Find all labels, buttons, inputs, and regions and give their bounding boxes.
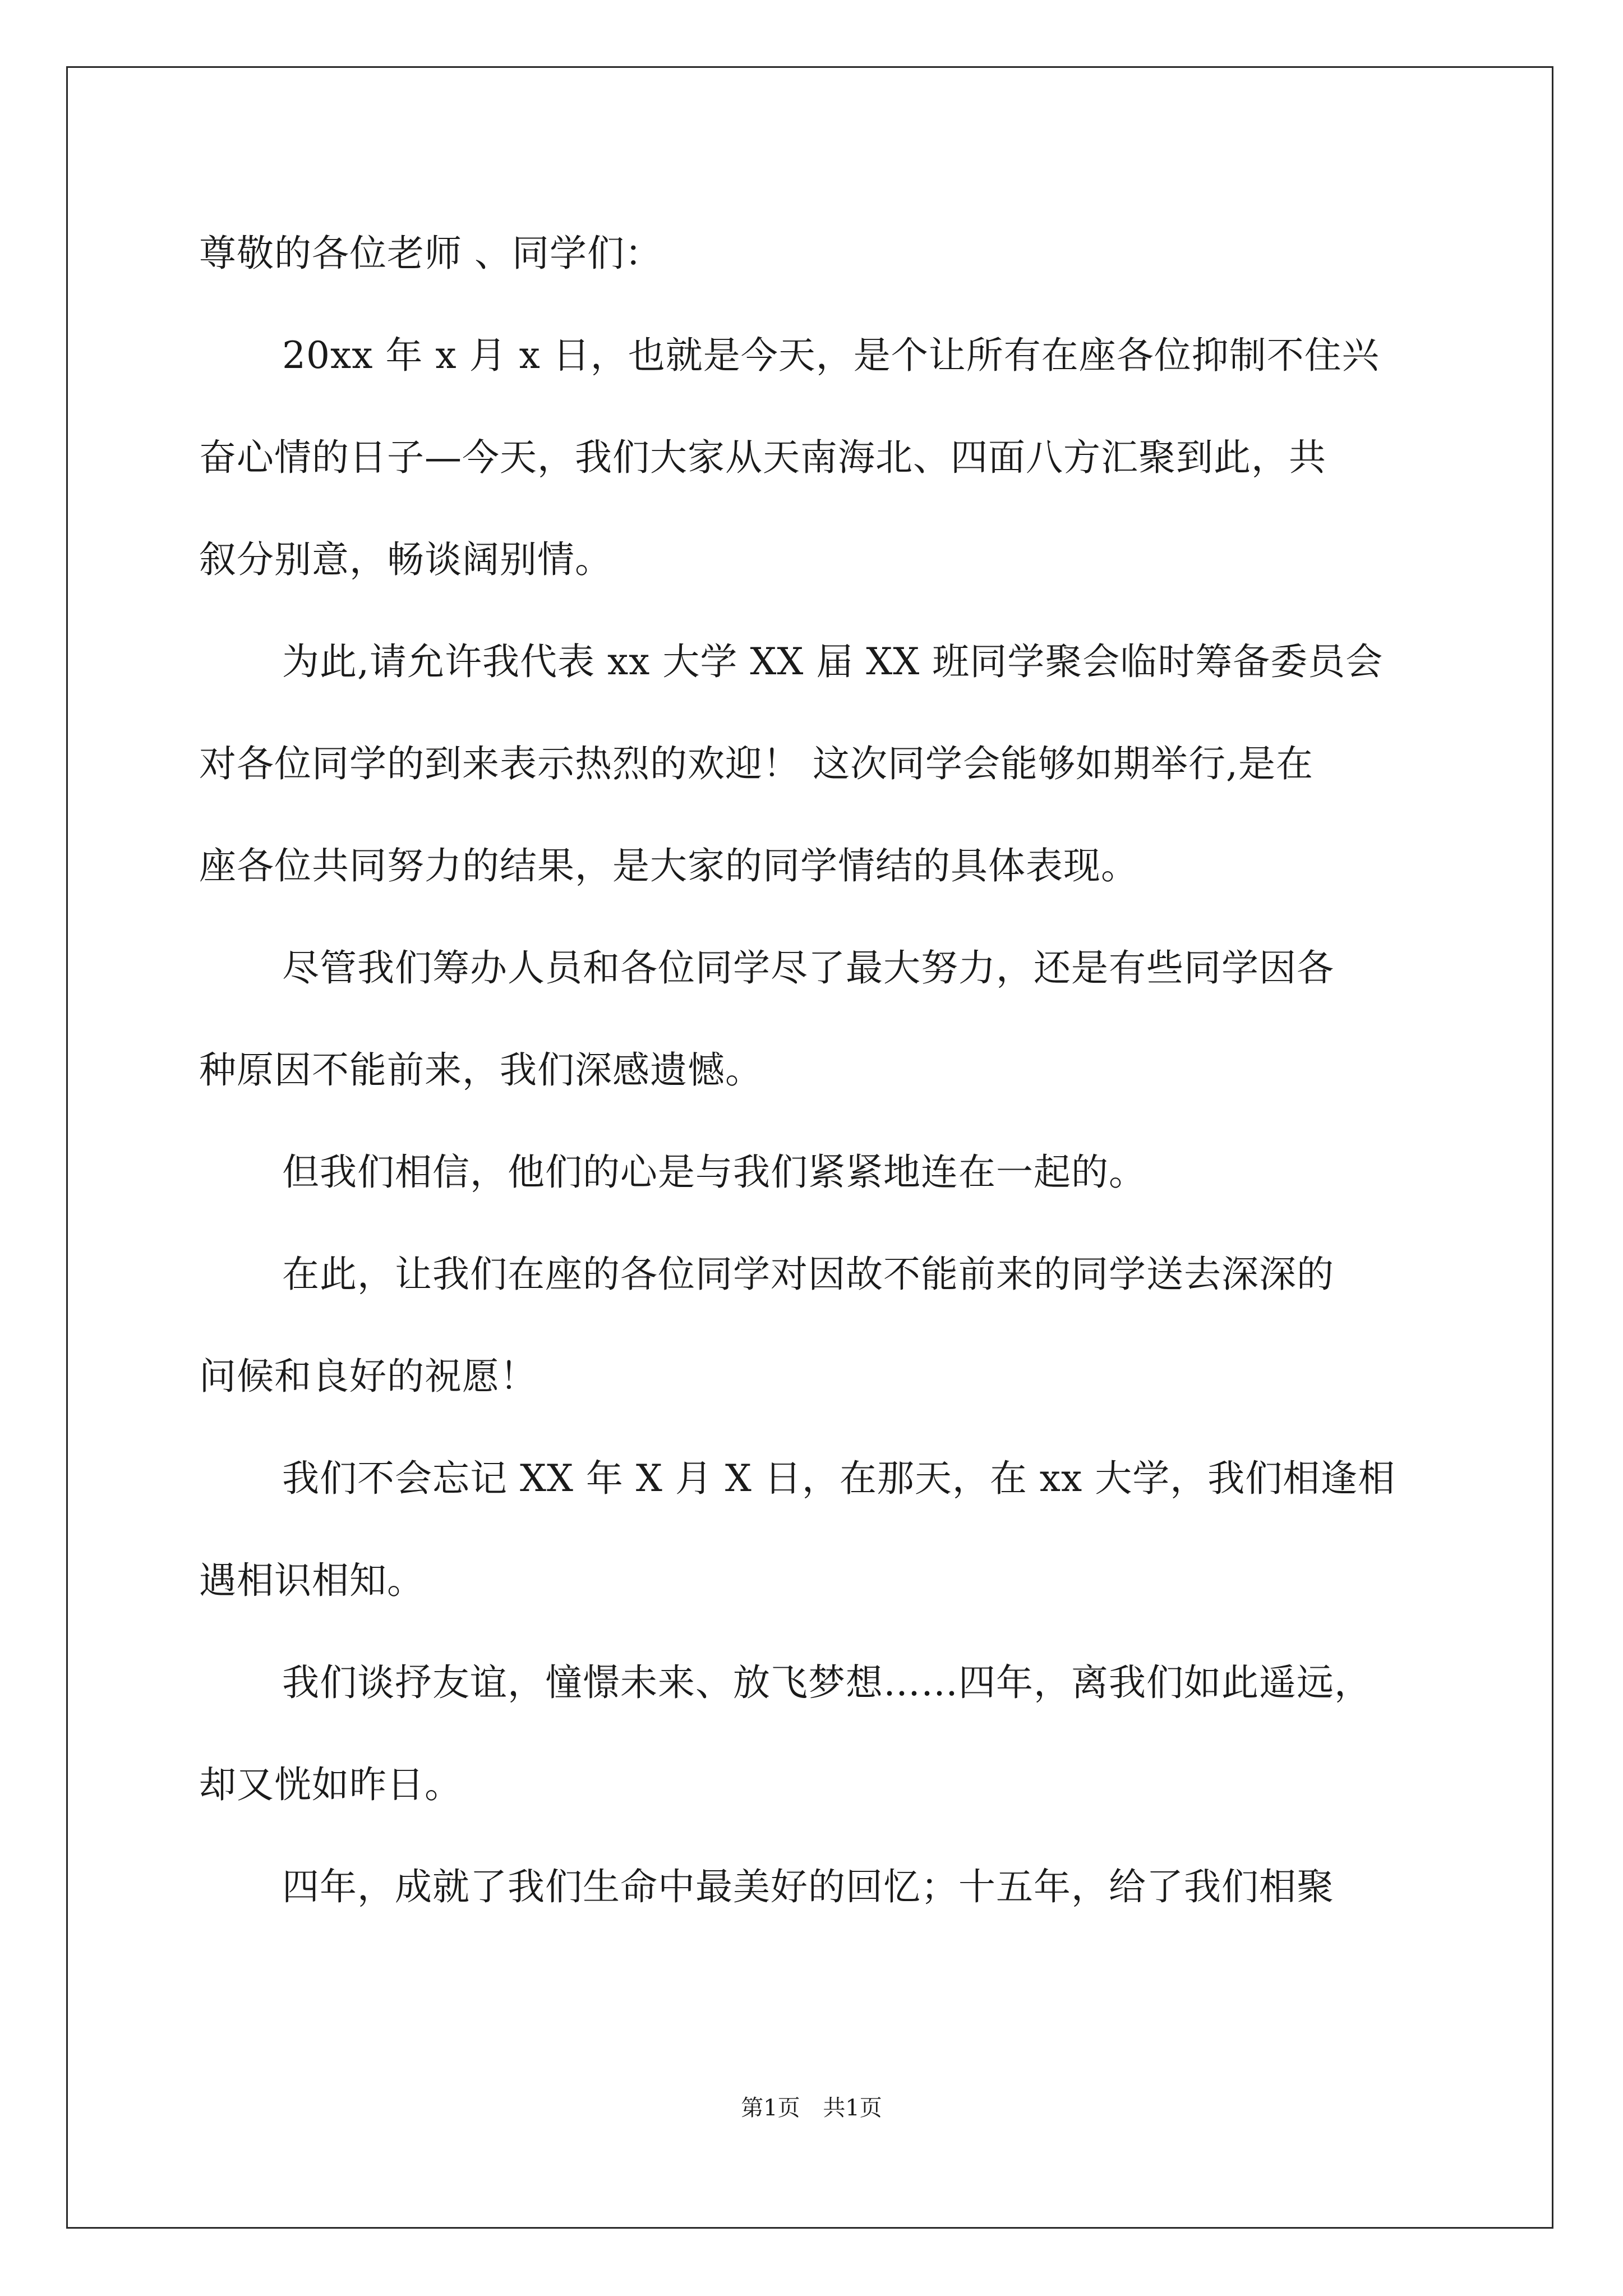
text-line: 我们谈抒友谊，憧憬未来、放飞梦想……四年，离我们如此遥远， bbox=[282, 1661, 1372, 1704]
text-line: 叙分别意，畅谈阔别情。 bbox=[199, 538, 612, 581]
text-line: 在此，让我们在座的各位同学对因故不能前来的同学送去深深的 bbox=[282, 1253, 1334, 1296]
text-line: 四年，成就了我们生命中最美好的回忆；十五年，给了我们相聚 bbox=[282, 1865, 1334, 1908]
text-line: 但我们相信，他们的心是与我们紧紧地连在一起的。 bbox=[282, 1151, 1146, 1194]
text-line: 20xx 年 x 月 x 日，也就是今天，是个让所有在座各位抑制不住兴 bbox=[282, 334, 1380, 377]
text-line: 尊敬的各位老师 、同学们： bbox=[199, 232, 662, 275]
page-number: 第1页 bbox=[741, 2095, 800, 2121]
text-line: 奋心情的日子—今天，我们大家从天南海北、四面八方汇聚到此，共 bbox=[199, 436, 1326, 479]
page-footer bbox=[0, 2092, 1623, 2124]
text-line: 为此,请允许我代表 xx 大学 XX 届 XX 班同学聚会临时筹备委员会 bbox=[282, 640, 1384, 683]
text-line: 问候和良好的祝愿！ bbox=[199, 1355, 537, 1398]
text-line: 遇相识相知。 bbox=[199, 1559, 425, 1602]
text-line: 我们不会忘记 XX 年 X 月 X 日，在那天，在 xx 大学，我们相逢相 bbox=[282, 1457, 1396, 1500]
text-line: 座各位共同努力的结果，是大家的同学情结的具体表现。 bbox=[199, 844, 1138, 887]
text-line: 尽管我们筹办人员和各位同学尽了最大努力，还是有些同学因各 bbox=[282, 946, 1334, 990]
page-count: 共1页 bbox=[823, 2095, 882, 2121]
text-line: 种原因不能前来，我们深感遗憾。 bbox=[199, 1048, 763, 1092]
text-line: 却又恍如昨日。 bbox=[199, 1763, 462, 1806]
document-body bbox=[199, 219, 1433, 1954]
text-line: 对各位同学的到来表示热烈的欢迎！ 这次同学会能够如期举行,是在 bbox=[199, 742, 1313, 785]
